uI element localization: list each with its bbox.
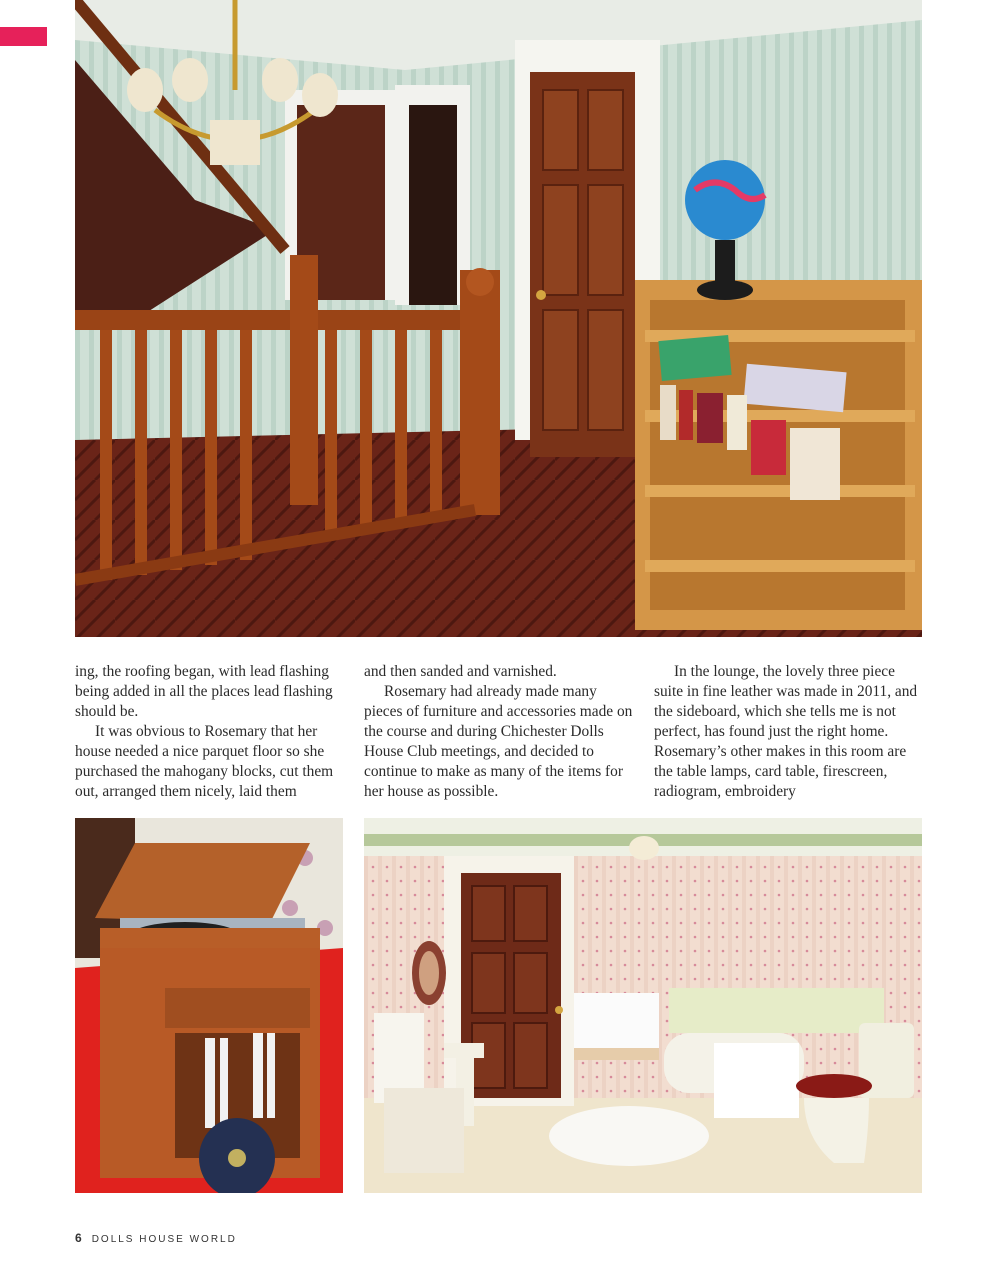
col2-paragraph-1: and then sanded and varnished.: [364, 663, 557, 680]
text-column-1: [75, 662, 347, 802]
text-column-3: [654, 662, 926, 802]
col3-paragraph-1: In the lounge, the lovely three piece suite in fine leather was made in 2011, and the sideboard, which she tells me is not perfect, has found just the right home. Rosemary’s other makes in this room are the table lamps, card table, firescreen, radiogram, embroidery: [654, 663, 918, 800]
page-number: 6: [75, 1231, 82, 1245]
col1-paragraph-2: It was obvious to Rosemary that her house needed a nice parquet floor so she purchased the mahogany blocks, cut them out, arranged them nicely, laid them: [75, 723, 334, 800]
col1-paragraph-1: ing, the roofing began, with lead flashing being added in all the places lead flashing should be.: [75, 663, 333, 720]
section-tab-marker: [0, 27, 47, 46]
text-column-2: [364, 662, 636, 802]
radiogram-photo: [75, 818, 343, 1193]
page-footer: [75, 1231, 237, 1245]
hallway-photo: [75, 0, 922, 637]
col2-paragraph-2: Rosemary had already made many pieces of furniture and accessories made on the course and during Chichester Dolls House Club meetings, and decided to continue to make as many of the items for her house as possible.: [364, 683, 633, 800]
magazine-title: DOLLS HOUSE WORLD: [91, 1234, 237, 1245]
bathroom-photo: [364, 818, 922, 1193]
